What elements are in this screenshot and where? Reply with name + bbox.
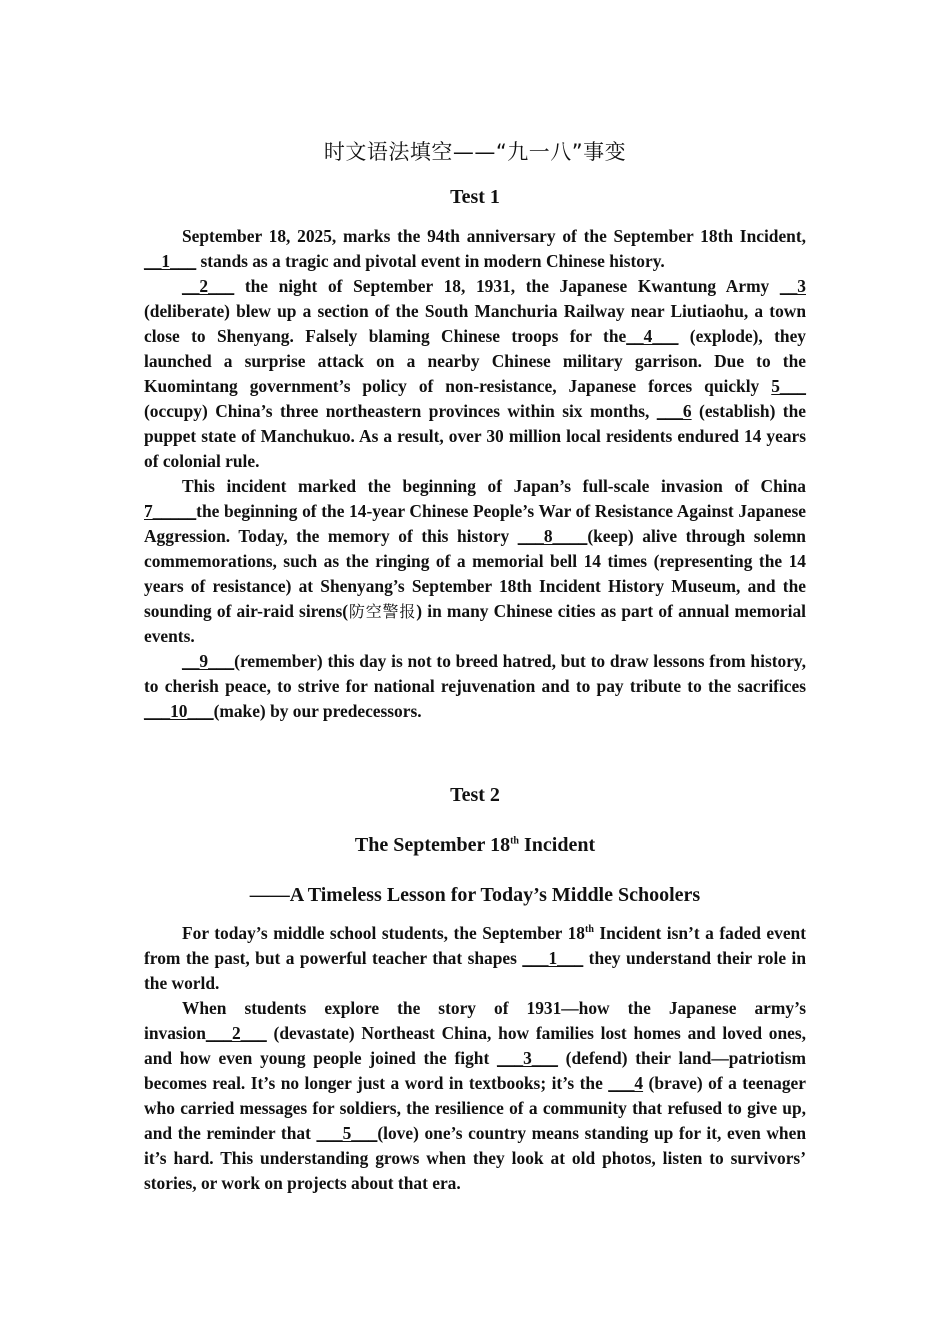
passage-text: the beginning of the 14-year Chinese People’s War of Resistance Against Japanese Aggression. Today, the memory of this history — [144, 501, 806, 546]
test1-heading: Test 1 — [450, 186, 500, 208]
main-title: 时文语法填空——“九一八”事变 — [323, 140, 627, 164]
passage-text: they understand their role in the world. — [144, 948, 806, 993]
answer-blank: ___1___ — [522, 948, 584, 968]
test2-title-sup: th — [510, 835, 519, 847]
answer-blank: __4___ — [626, 326, 679, 346]
passage-text: (occupy) China’s three northeastern provinces within six months, — [144, 401, 657, 421]
answer-blank: ___5___ — [316, 1123, 378, 1143]
answer-blank: ___4 — [608, 1073, 644, 1093]
test1-paragraph — [144, 649, 806, 724]
passage-text: When students explore the story of 1931—how the Japanese army’s invasion — [144, 998, 806, 1043]
test2-paragraph — [144, 921, 806, 996]
passage-text: This incident marked the beginning of Japan’s full-scale invasion of China — [182, 476, 806, 496]
answer-blank: ___3___ — [497, 1048, 558, 1068]
passage-text: (remember) this day is not to breed hatred, but to draw lessons from history, to cherish peace, to strive for national rejuvenation and to pay tribute to the sacrifices — [144, 651, 806, 696]
test2-title-main: The September 18 — [354, 834, 511, 856]
test2-passage — [144, 921, 806, 1196]
answer-blank: __1___ — [144, 251, 197, 271]
answer-blank: ___2___ — [205, 1023, 267, 1043]
answer-blank: __2___ — [182, 276, 235, 296]
answer-blank: 5___ — [771, 376, 806, 396]
test1-paragraph — [144, 224, 806, 274]
test2-subtitle: ——A Timeless Lesson for Today’s Middle Schoolers — [249, 884, 701, 906]
passage-text: (love) one’s country means standing up for it, even when it’s hard. This understanding grows when they look at old photos, listen to survivors’ stories, or work on projects about that era. — [144, 1123, 806, 1193]
answer-blank: __3 — [779, 276, 806, 296]
passage-text: (establish) the puppet state of Manchukuo. As a result, over 30 million local residents endured 14 years of colonial rule. — [144, 401, 806, 471]
answer-blank: ___6 — [656, 401, 692, 421]
passage-text: September 18, 2025, marks the 94th anniversary of the September 18th Incident, — [182, 226, 806, 246]
passage-text: (defend) their land—patriotism becomes real. It’s no longer just a word in textbooks; it’s the — [144, 1048, 806, 1093]
passage-text: (brave) of a teenager who carried messages for soldiers, the resilience of a community that refused to give up, and the reminder that — [144, 1073, 806, 1143]
passage-text: (keep) alive through solemn commemorations, such as the ringing of a memorial bell 14 times (representing the 14 years of resistance) at Shenyang’s September 18th Incident History Museum, and the sounding of air-raid sirens( — [144, 526, 806, 621]
answer-blank: ___8____ — [517, 526, 588, 546]
test1-passage — [144, 224, 806, 724]
passage-text: the night of September 18, 1931, the Japanese Kwantung Army — [234, 276, 780, 296]
test1-paragraph — [144, 274, 806, 474]
chinese-gloss: 防空警报 — [348, 602, 417, 621]
passage-text: (deliberate) blew up a section of the South Manchuria Railway near Liutiaohu, a town close to Shenyang. Falsely blaming Chinese troops for the — [144, 301, 806, 346]
test2-title — [144, 834, 806, 857]
answer-blank: ___10___ — [144, 701, 214, 721]
passage-text: ) in many Chinese cities as part of annual memorial events. — [144, 601, 806, 646]
answer-blank: 7_____ — [144, 501, 197, 521]
test2-title-end: Incident — [518, 834, 596, 856]
passage-text: (explode), they launched a surprise attack on a nearby Chinese military garrison. Due to the Kuomintang government’s policy of non-resistance, Japanese forces quickly — [144, 326, 806, 396]
test1-paragraph — [144, 474, 806, 649]
answer-blank: __9___ — [182, 651, 235, 671]
superscript: th — [585, 924, 594, 936]
test2-heading: Test 2 — [450, 784, 500, 806]
passage-text: (devastate) Northeast China, how families lost homes and loved ones, and how even young people joined the fight — [144, 1023, 806, 1068]
passage-text: Incident isn’t a faded event from the past, but a powerful teacher that shapes — [144, 923, 807, 968]
passage-text: (make) by our predecessors. — [213, 701, 422, 721]
test2-paragraph — [144, 996, 806, 1196]
passage-text: For today’s middle school students, the September 18 — [182, 923, 585, 943]
passage-text: stands as a tragic and pivotal event in modern Chinese history. — [196, 251, 665, 271]
